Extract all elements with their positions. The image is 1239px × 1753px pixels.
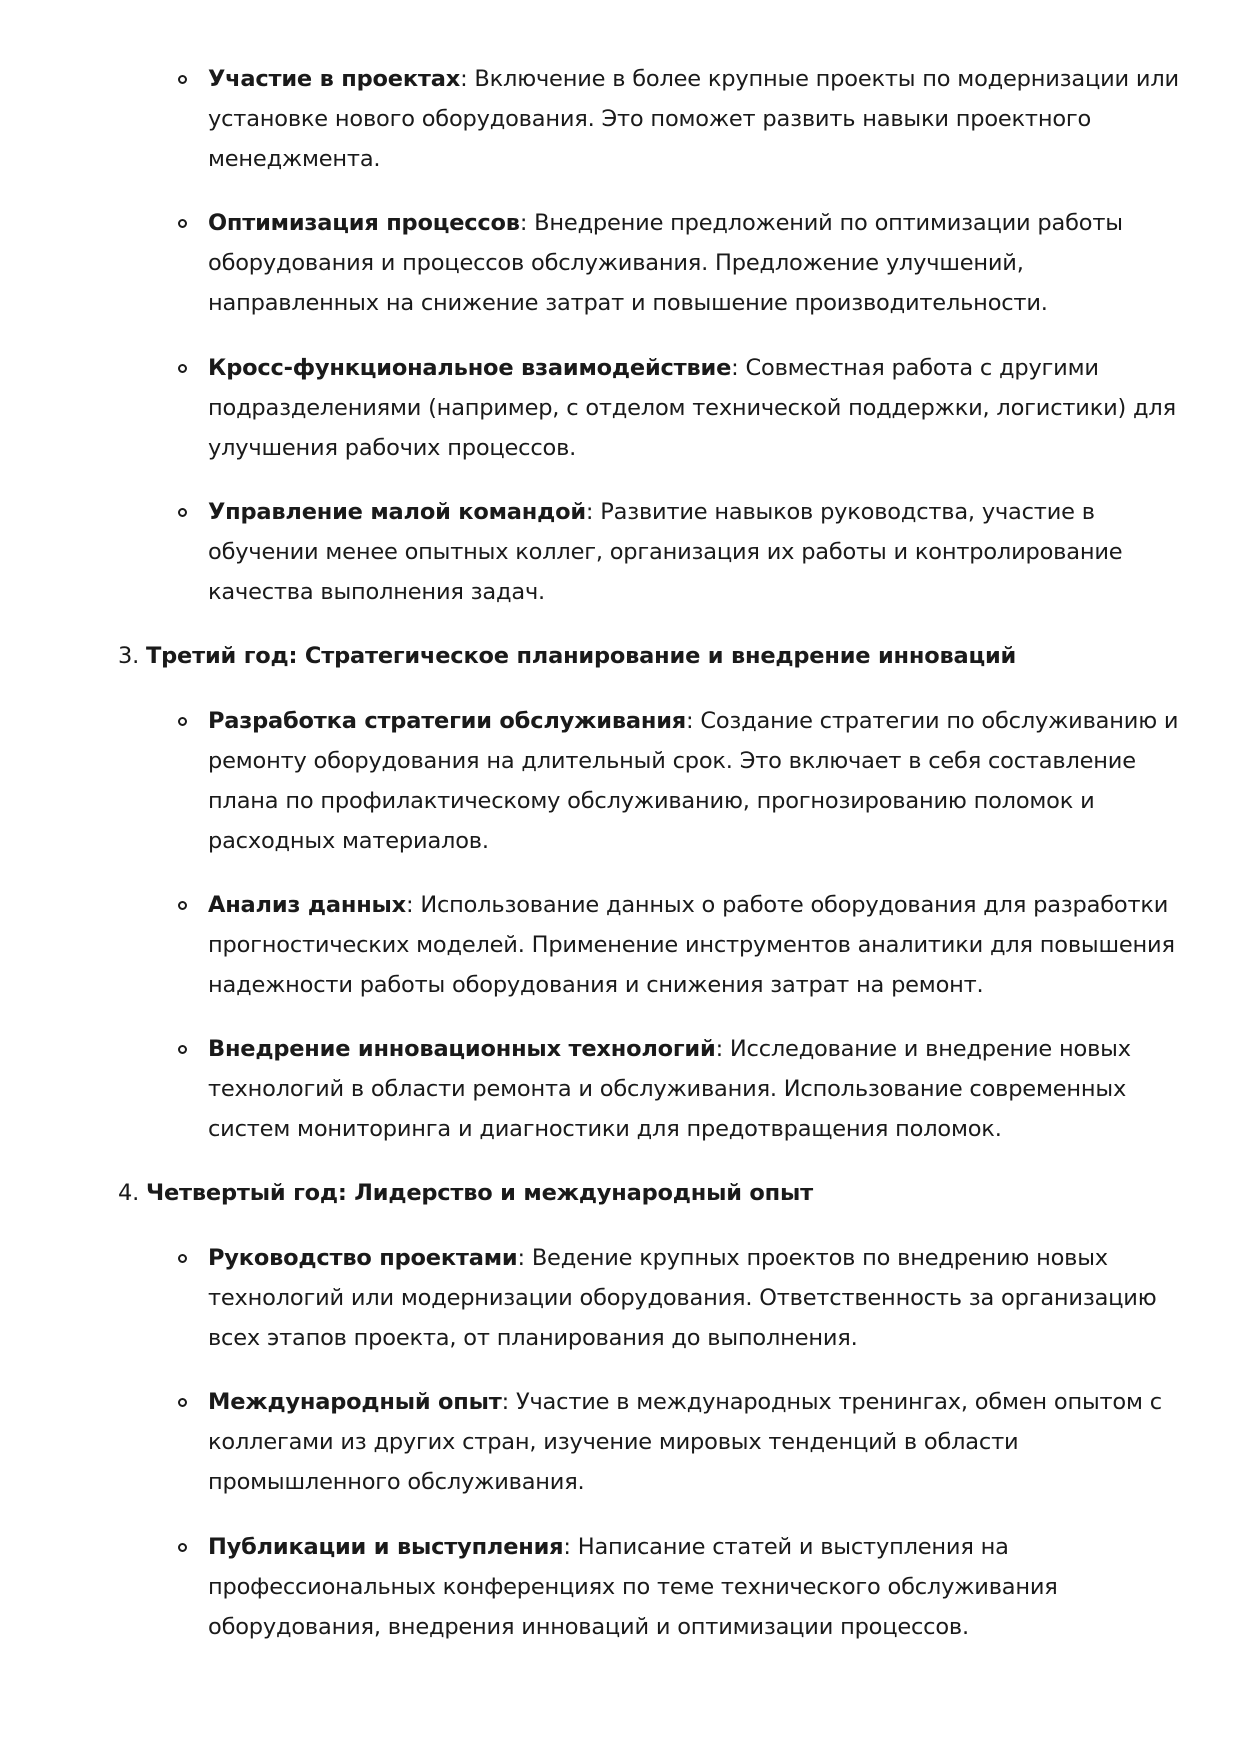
item-term: Разработка стратегии обслуживания <box>208 708 687 734</box>
bullet-icon <box>178 1045 187 1054</box>
bullet-icon <box>178 1398 187 1407</box>
list-item <box>0 348 1239 468</box>
section-heading-year3 <box>0 636 1239 676</box>
section-title: Четвертый год: Лидерство и международный опыт <box>146 1180 814 1206</box>
item-term: Публикации и выступления <box>208 1534 564 1560</box>
item-text: : Участие в международных тренингах, обмен опытом с коллегами из других стран, изучение мировых тенденций в области промышленного обслуживания. <box>208 1389 1162 1495</box>
bullet-icon <box>178 717 187 726</box>
bullet-icon <box>178 219 187 228</box>
item-term: Внедрение инновационных технологий <box>208 1036 716 1062</box>
list-item <box>0 701 1239 861</box>
item-term: Участие в проектах <box>208 66 461 92</box>
item-text: : Совместная работа с другими подразделениями (например, с отделом технической поддержки, логистики) для улучшения рабочих процессов. <box>208 355 1176 461</box>
bullet-icon <box>178 901 187 910</box>
section-title: Третий год: Стратегическое планирование и внедрение инноваций <box>146 643 1017 669</box>
list-item <box>0 1029 1239 1149</box>
list-item <box>0 492 1239 612</box>
item-text: : Включение в более крупные проекты по модернизации или установке нового оборудования. Это поможет развить навыки проектного менеджмента. <box>208 66 1179 172</box>
item-term: Управление малой командой <box>208 499 586 525</box>
section-number: 4. <box>118 1180 140 1206</box>
bullet-icon <box>178 1543 187 1552</box>
item-text: : Ведение крупных проектов по внедрению новых технологий или модернизации оборудования. Ответственность за организацию всех этапов проекта, от планирования до выполнения. <box>208 1245 1157 1351</box>
bullet-icon <box>178 364 187 373</box>
list-item <box>0 885 1239 1005</box>
item-term: Анализ данных <box>208 892 406 918</box>
item-text: : Написание статей и выступления на профессиональных конференциях по теме технического обслуживания оборудования, внедрения инноваций и оптимизации процессов. <box>208 1534 1058 1640</box>
item-text: : Создание стратегии по обслуживанию и ремонту оборудования на длительный срок. Это включает в себя составление плана по профилактическому обслуживанию, прогнозированию поломок и расходных материалов. <box>208 708 1179 854</box>
list-item <box>0 1382 1239 1502</box>
bullet-icon <box>178 1254 187 1263</box>
bullet-icon <box>178 508 187 517</box>
list-item <box>0 1527 1239 1647</box>
item-text: : Внедрение предложений по оптимизации работы оборудования и процессов обслуживания. Предложение улучшений, направленных на снижение затрат и повышение производительности. <box>208 210 1123 316</box>
item-text: : Использование данных о работе оборудования для разработки прогностических моделей. Применение инструментов аналитики для повышения надежности работы оборудования и снижения затрат на ремонт. <box>208 892 1175 998</box>
list-item <box>0 1238 1239 1358</box>
item-term: Руководство проектами <box>208 1245 518 1271</box>
list-item <box>0 59 1239 179</box>
bullet-icon <box>178 75 187 84</box>
item-text: : Исследование и внедрение новых технологий в области ремонта и обслуживания. Использование современных систем мониторинга и диагностики для предотвращения поломок. <box>208 1036 1131 1142</box>
item-term: Международный опыт <box>208 1389 502 1415</box>
section-heading-year4 <box>0 1173 1239 1213</box>
item-term: Оптимизация процессов <box>208 210 520 236</box>
list-item <box>0 203 1239 323</box>
item-text: : Развитие навыков руководства, участие в обучении менее опытных коллег, организация их работы и контролирование качества выполнения задач. <box>208 499 1123 605</box>
section-number: 3. <box>118 643 140 669</box>
item-term: Кросс-функциональное взаимодействие <box>208 355 732 381</box>
